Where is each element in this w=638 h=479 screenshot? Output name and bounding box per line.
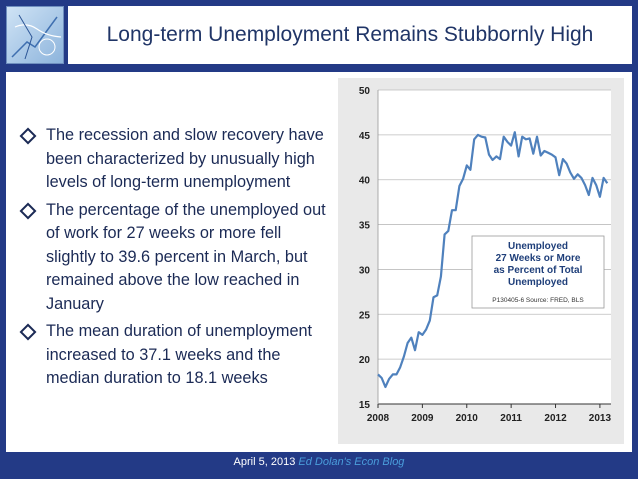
content-panel [6, 72, 632, 452]
bullet-item [16, 320, 326, 391]
line-chart [338, 78, 624, 444]
y-tick-label: 20 [358, 355, 370, 367]
logo-image [6, 6, 64, 64]
x-tick-label: 2009 [411, 413, 434, 424]
x-tick-label: 2013 [588, 413, 612, 424]
bullet-text: The mean duration of unemployment increased to 37.1 weeks and the median duration to 18.1 weeks [46, 322, 313, 387]
y-tick-label: 25 [358, 310, 370, 322]
footer-blog-link[interactable]: Ed Dolan's Econ Blog [298, 456, 405, 468]
x-tick-label: 2010 [455, 413, 478, 424]
bullet-list [16, 124, 326, 395]
legend-line: as Percent of Total [493, 265, 583, 276]
bullet-item [16, 124, 326, 195]
bullet-text: The percentage of the unemployed out of work for 27 weeks or more fell slightly to 39.6 percent in March, but remained above the low reached in January [46, 200, 326, 313]
title-bar [68, 6, 632, 64]
y-tick-label: 45 [358, 130, 370, 142]
footer-date: April 5, 2013 [233, 456, 296, 468]
slide-title: Long-term Unemployment Remains Stubbornly High [106, 23, 594, 46]
legend-line: 27 Weeks or More [495, 253, 581, 264]
y-tick-label: 30 [358, 265, 370, 277]
legend-source: P130405-6 Source: FRED, BLS [492, 297, 584, 304]
y-tick-label: 15 [358, 400, 370, 411]
footer [0, 456, 638, 474]
chart-container [338, 78, 624, 444]
diamond-bullet-icon [20, 324, 37, 341]
y-tick-label: 50 [358, 86, 370, 97]
x-tick-label: 2008 [366, 413, 390, 424]
diamond-bullet-icon [20, 202, 37, 219]
x-tick-label: 2012 [544, 413, 567, 424]
bullet-text: The recession and slow recovery have been characterized by unusually high levels of long-term unemployment [46, 126, 324, 191]
diamond-bullet-icon [20, 128, 37, 145]
legend-line: Unemployed [507, 241, 569, 252]
y-tick-label: 40 [358, 175, 370, 187]
bullet-item [16, 199, 326, 317]
y-tick-label: 35 [358, 220, 370, 232]
x-tick-label: 2011 [500, 413, 522, 424]
legend-line: Unemployed [507, 277, 569, 288]
